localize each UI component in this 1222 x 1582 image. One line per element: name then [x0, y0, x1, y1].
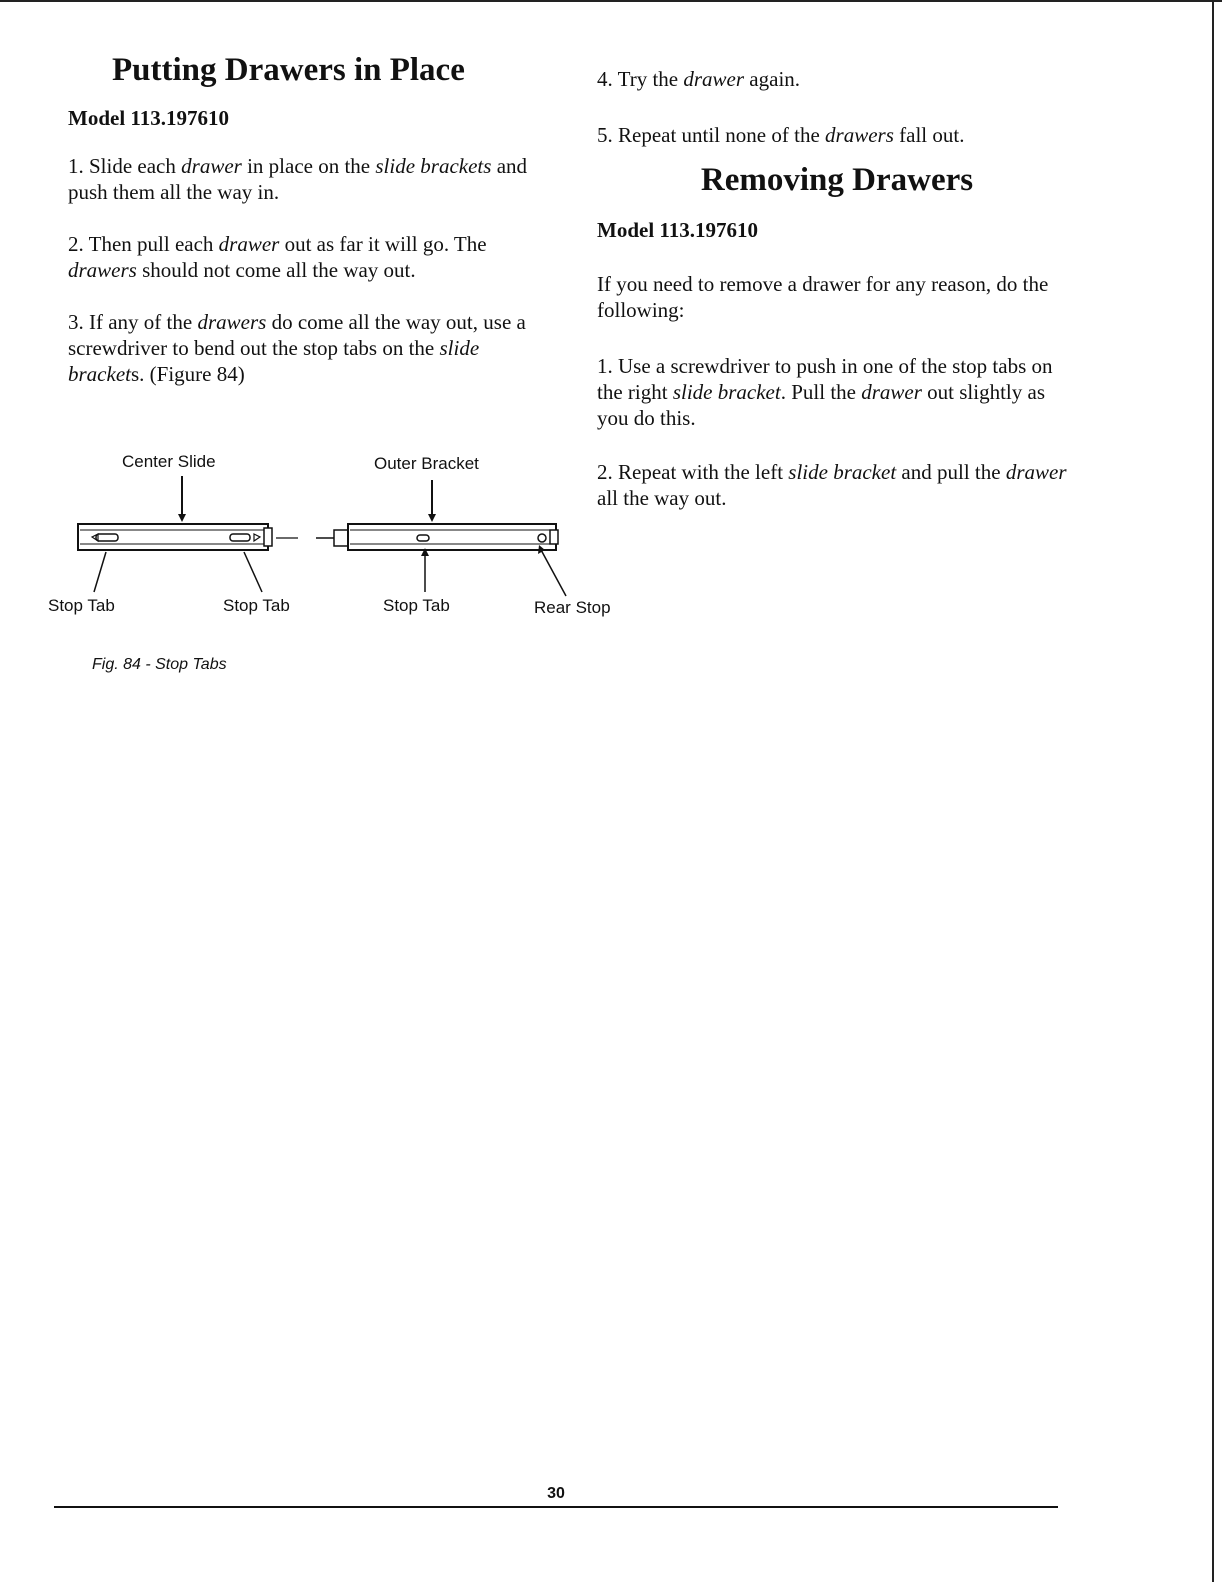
page-border-right: [1212, 0, 1214, 1582]
model-number-left: Model 113.197610: [68, 106, 229, 131]
footer-rule: [54, 1506, 1058, 1508]
removing-intro: If you need to remove a drawer for any reason, do the following:: [597, 272, 1049, 323]
figure-84-stop-tabs: [40, 450, 640, 690]
stop-tab-1-pointer: [94, 552, 106, 592]
label-rear-stop: Rear Stop: [534, 598, 611, 617]
model-number-right: Model 113.197610: [597, 218, 758, 243]
label-stop-tab-3: Stop Tab: [383, 596, 450, 615]
section-title-removing-drawers: Removing Drawers: [700, 162, 974, 198]
label-stop-tab-2: Stop Tab: [223, 596, 290, 615]
center-slide-arrowhead: [178, 514, 186, 522]
label-stop-tab-1: Stop Tab: [48, 596, 115, 615]
section-title-putting-drawers: Putting Drawers in Place: [112, 52, 465, 88]
slide-bracket-illustration: [40, 450, 640, 690]
rear-stop-pointer: [540, 548, 566, 596]
stop-tab-2-pointer: [244, 552, 262, 592]
label-outer-bracket: Outer Bracket: [374, 454, 479, 473]
outer-bracket-arrowhead: [428, 514, 436, 522]
page-border-top: [0, 0, 1222, 2]
outer-bracket-rail: [316, 524, 558, 550]
right-column: [597, 66, 1067, 511]
label-center-slide: Center Slide: [122, 452, 216, 471]
removing-step-2: 2. Repeat with the left slide bracket and pull the drawer all the way out.: [597, 460, 1067, 511]
step-3-bend-stop-tabs: 3. If any of the drawers do come all the way out, use a screwdriver to bend out the stop tabs on the slide brackets. (Figure 84): [68, 310, 526, 387]
left-column: [68, 52, 548, 387]
step-2-pull-drawers: 2. Then pull each drawer out as far it will go. The drawers should not come all the way out.: [68, 232, 487, 283]
removing-step-1: 1. Use a screwdriver to push in one of the stop tabs on the right slide bracket. Pull the drawer out slightly as you do this.: [597, 354, 1053, 431]
step-1-slide-drawers: 1. Slide each drawer in place on the slide brackets and push them all the way in.: [68, 154, 528, 205]
step-5-repeat: 5. Repeat until none of the drawers fall out.: [597, 123, 965, 147]
center-slide-rail: [78, 524, 272, 550]
page-number: 30: [540, 1485, 572, 1503]
figure-caption: Fig. 84 - Stop Tabs: [92, 656, 227, 673]
step-4-try-drawer: 4. Try the drawer again.: [597, 67, 801, 91]
